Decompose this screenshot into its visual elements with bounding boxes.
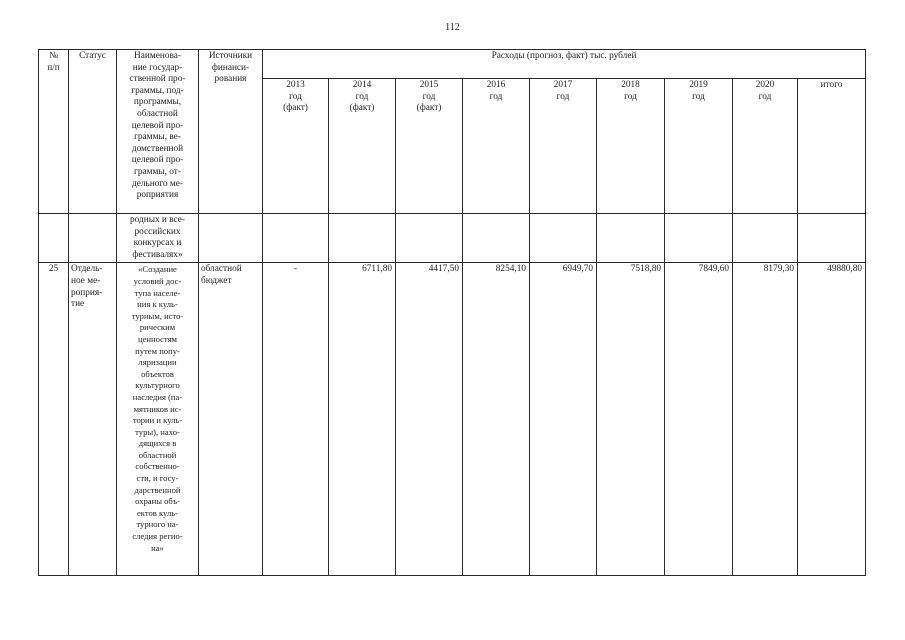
cell-empty (463, 214, 530, 263)
value-2020: 8179,30 (733, 263, 798, 576)
header-row (39, 50, 866, 79)
value-2017: 6949,70 (530, 263, 597, 576)
header-status: Статус (69, 50, 117, 214)
cell-empty (263, 214, 329, 263)
cell-empty (69, 214, 117, 263)
year-header-2017: 2017 год (530, 79, 597, 214)
header-sources: Источники финанси- рования (199, 50, 263, 214)
row-name: «Создание условий дос- тупа населе- ния к куль- турным, исто- рическим ценностям путем попу- ляризации объектов культурного наследия (па- мятников ис- тории и куль- туры), нахо- дящихся в областной собственно- сти, и госу- дарственной охраны объ- ектов куль- турного на- следия регио- на» (117, 263, 199, 576)
continuation-row (39, 214, 866, 263)
header-name: Наименова- ние государ- ственной про- граммы, под- программы, областной целевой про- граммы, ве- домственной целевой про- граммы, от- дельного ме- роприятия (117, 50, 199, 214)
cell-empty (597, 214, 665, 263)
year-header-2013: 2013 год (факт) (263, 79, 329, 214)
value-2019: 7849,60 (665, 263, 733, 576)
header-no: № п/п (39, 50, 69, 214)
cell-empty (329, 214, 396, 263)
budget-table (38, 49, 866, 576)
table-row (39, 263, 866, 576)
cell-empty (396, 214, 463, 263)
row-number: 25 (39, 263, 69, 576)
value-2014: 6711,80 (329, 263, 396, 576)
cell-empty (530, 214, 597, 263)
continuation-name: родных и все- российских конкурсах и фестивалях» (117, 214, 199, 263)
cell-empty (733, 214, 798, 263)
row-source: областной бюджет (199, 263, 263, 576)
row-status: Отдель- ное ме- роприя- тие (69, 263, 117, 576)
cell-empty (665, 214, 733, 263)
header-expenses: Расходы (прогноз, факт) тыс. рублей (263, 50, 866, 79)
year-header-2020: 2020 год (733, 79, 798, 214)
year-header-2018: 2018 год (597, 79, 665, 214)
value-total: 49880,80 (798, 263, 866, 576)
value-2016: 8254,10 (463, 263, 530, 576)
value-2015: 4417,50 (396, 263, 463, 576)
year-header-2019: 2019 год (665, 79, 733, 214)
total-header: итого (798, 79, 866, 214)
cell-empty (798, 214, 866, 263)
year-header-2016: 2016 год (463, 79, 530, 214)
cell-empty (199, 214, 263, 263)
cell-empty (39, 214, 69, 263)
year-header-2015: 2015 год (факт) (396, 79, 463, 214)
value-2013: - (263, 263, 329, 576)
page-number: 112 (445, 22, 460, 33)
year-header-2014: 2014 год (факт) (329, 79, 396, 214)
value-2018: 7518,80 (597, 263, 665, 576)
